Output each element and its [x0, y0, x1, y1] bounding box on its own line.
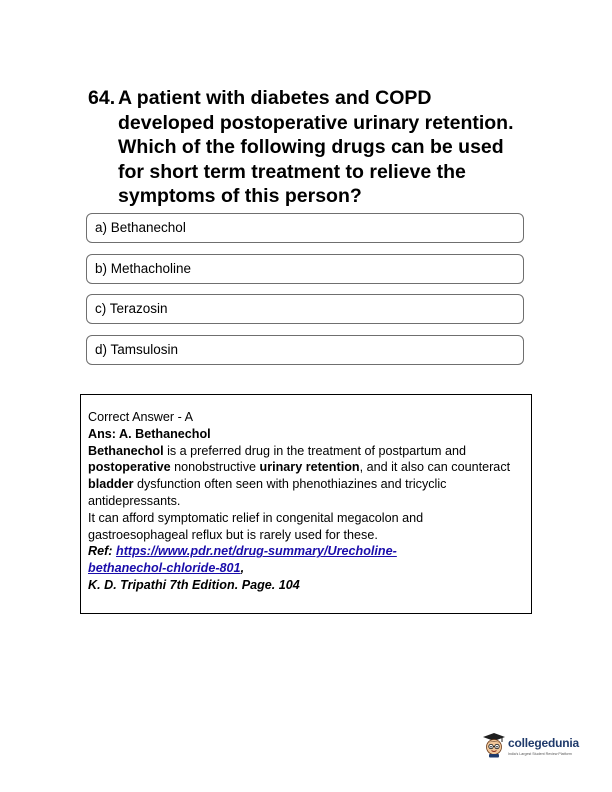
explanation-text: nonobstructive [170, 460, 260, 475]
reference-link-part-1: https://www.pdr.net/drug-summary/Urecholine- [116, 544, 397, 559]
collegedunia-logo [482, 730, 592, 760]
option-a-label: a) Bethanechol [95, 220, 186, 235]
explanation-text: , and it also can counteract [359, 460, 511, 475]
term-postoperative: postoperative [88, 460, 171, 475]
book-reference: K. D. Tripathi 7th Edition. Page. 104 [88, 577, 300, 592]
correct-answer: Correct Answer - A [88, 410, 193, 424]
explanation-paragraph-1 [88, 443, 525, 510]
reference-label: Ref: [88, 544, 116, 559]
option-b-label: b) Methacholine [95, 261, 192, 276]
option-a[interactable] [86, 213, 524, 243]
reference-link-part-2: bethanechol-chloride-801 [88, 561, 241, 576]
term-bladder: bladder [88, 477, 134, 492]
term-urinary-retention: urinary retention [259, 460, 360, 475]
question [88, 86, 528, 209]
logo-tagline: India's Largest Student Review Platform [508, 752, 572, 756]
reference-comma: , [240, 561, 245, 576]
option-c-label: c) Terazosin [95, 301, 168, 316]
term-bethanechol: Bethanechol [88, 443, 164, 458]
explanation-paragraph-2: It can afford symptomatic relief in congenital megacolon and gastroesophageal reflux but is rarely used for these. [88, 510, 424, 542]
reference-line [88, 543, 525, 577]
option-d[interactable] [86, 335, 524, 365]
question-number: 64. [88, 87, 116, 109]
option-d-label: d) Tamsulosin [95, 342, 179, 357]
option-b[interactable] [86, 254, 524, 284]
question-text: A patient with diabetes and COPD developed postoperative urinary retention. Which of the following drugs can be used for short term treatment to relieve the symptoms of this person? [118, 87, 514, 207]
answer-heading: Ans: A. Bethanechol [88, 426, 211, 441]
explanation-text: is a preferred drug in the treatment of postpartum and [163, 443, 466, 458]
logo-brand: collegedunia [508, 736, 579, 750]
explanation-text: dysfunction often seen with phenothiazines and tricyclic antidepressants. [88, 477, 447, 508]
answer-box [80, 394, 532, 614]
option-c[interactable] [86, 294, 524, 324]
graduate-mascot-icon [482, 732, 506, 758]
